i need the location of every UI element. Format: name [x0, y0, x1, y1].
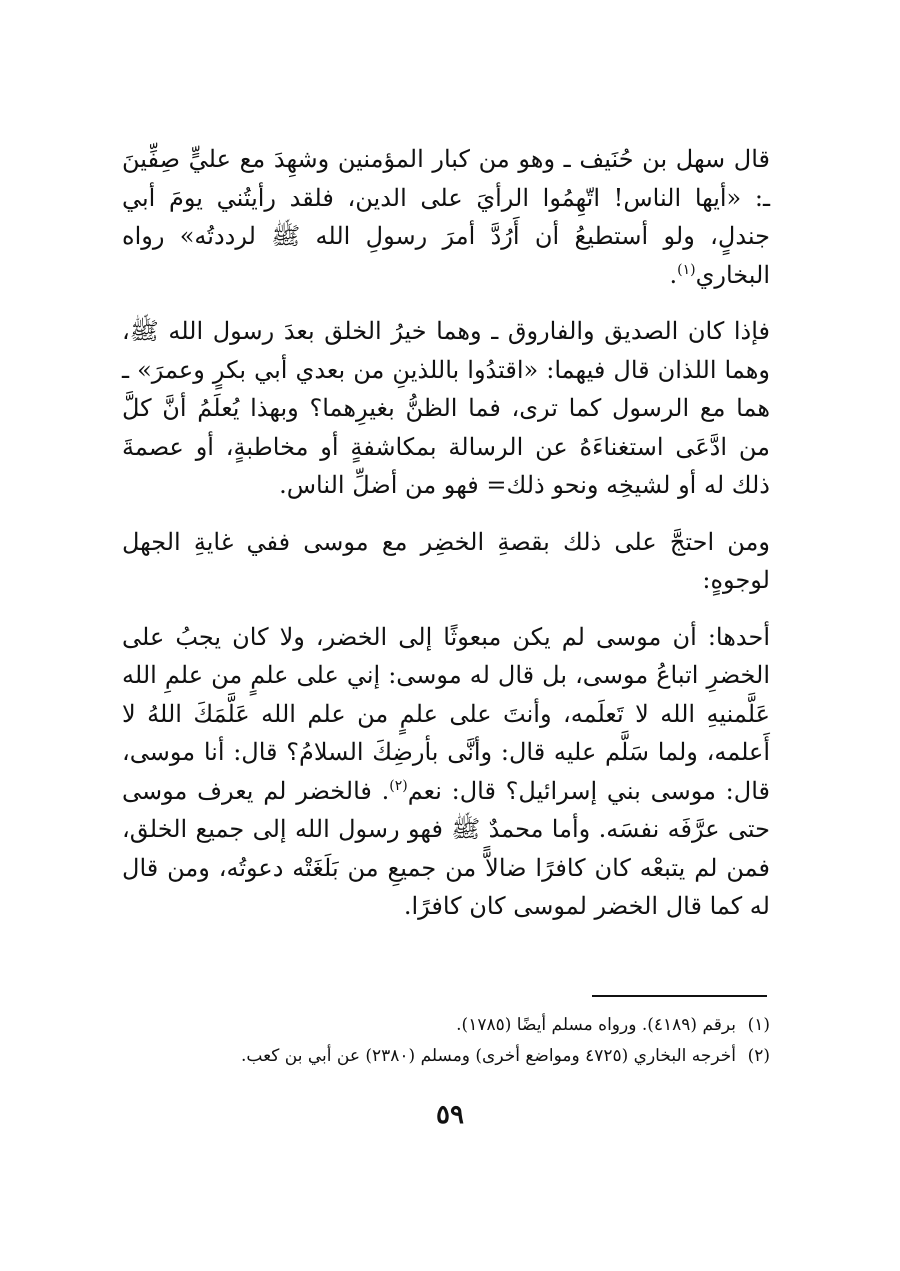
paragraph-2-text: فإذا كان الصديق والفاروق ـ وهما خيرُ الخلق بعدَ رسول الله ﷺ، وهما اللذان قال فيهما: «اقتدُوا باللذينِ من بعدي أبي بكرٍ وعمرَ» ـ هما مع الرسول كما ترى، فما الظنُّ بغيرِهما؟ وبهذا يُعلَمُ أنَّ كلَّ من ادَّعَى استغناءَهُ عن الرسالة بمكاشفةٍ أو مخاطبةٍ، أو عصمةَ ذلك له أو لشيخِه ونحو ذلك= فهو من أضلِّ الناس.: [122, 317, 770, 499]
footnote-2-number: (٢): [747, 1046, 770, 1066]
footnote-1-text: برقم (٤١٨٩). ورواه مسلم أيضًا (١٧٨٥).: [456, 1015, 736, 1035]
footnote-2: [122, 1041, 770, 1072]
paragraph-2: [122, 312, 770, 505]
page-number: ٥٩: [436, 1100, 464, 1130]
paragraph-3: [122, 523, 770, 600]
footnote-1-number: (١): [747, 1015, 770, 1035]
footnote-ref-2[interactable]: (٢): [389, 777, 408, 794]
footnote-divider: [592, 995, 767, 997]
footnote-1: [122, 1010, 770, 1041]
paragraph-1-text: قال سهل بن حُنَيف ـ وهو من كبار المؤمنين وشهِدَ مع عليٍّ صِفِّينَ ـ: «أيها الناس! اتّهِمُوا الرأيَ على الدين، فلقد رأيتُني يومَ أبي جندلٍ، ولو أستطيعُ أن أَرُدَّ أمرَ رسولِ الله ﷺ لرددتُه» رواه البخاري: [122, 145, 771, 289]
paragraph-4: [122, 618, 770, 926]
footnotes: [122, 1010, 770, 1072]
paragraph-4-text: أحدها: أن موسى لم يكن مبعوثًا إلى الخضر، ولا كان يجبُ على الخضرِ اتباعُ موسى، بل قال له موسى: إني على علمٍ من علمِ الله عَلَّمنيهِ الله لا تَعلَمه، وأنتَ على علمٍ من علم الله عَلَّمَكَ اللهُ لا أَعلمه، ولما سَلَّم عليه قال: وأنَّى بأرضِكَ السلامُ؟ قال: أنا موسى، قال: موسى بني إسرائيل؟ قال: نعم: [122, 622, 770, 805]
footnote-2-text: أخرجه البخاري (٤٧٢٥ ومواضع أخرى) ومسلم (٢٣٨٠) عن أبي بن كعب.: [240, 1046, 736, 1066]
page-body: [122, 140, 770, 926]
paragraph-3-text: ومن احتجَّ على ذلك بقصةِ الخضِر مع موسى ففي غايةِ الجهل لوجوهٍ:: [122, 527, 770, 594]
paragraph-1-tail: .: [669, 260, 678, 289]
paragraph-1: [122, 140, 770, 294]
paragraph-4-tail: . فالخضر لم يعرف موسى حتى عرَّفَه نفسَه. وأما محمدٌ ﷺ فهو رسول الله إلى جميع الخلق، فمن لم يتبعْه كان كافرًا ضالاًّ من جميعِ من بَلَغَتْه دعوتُه، ومن قال له كما قال الخضر لموسى كان كافرًا.: [122, 776, 770, 920]
footnote-ref-1[interactable]: (١): [677, 261, 696, 278]
